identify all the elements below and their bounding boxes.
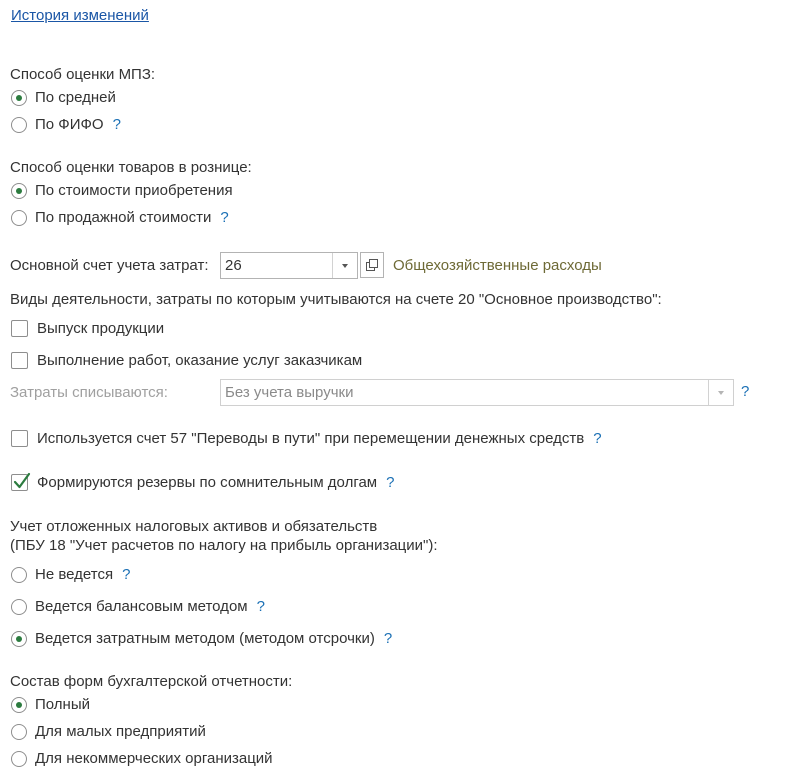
option-label: Полный [35,696,90,713]
report-forms-option-small[interactable] [11,723,206,740]
retail-option-sale[interactable] [11,209,229,226]
retail-option-purchase[interactable] [11,182,233,199]
deferred-tax-option-cost[interactable] [11,630,392,647]
report-forms-option-full[interactable] [11,696,90,713]
radio-icon[interactable] [11,210,27,226]
write-off-label: Затраты списываются: [10,384,168,401]
option-label: Ведется затратным методом (методом отсрочки) [35,630,375,647]
checkbox-checked-icon[interactable] [11,474,28,491]
report-forms-label: Состав форм бухгалтерской отчетности: [10,673,293,690]
cost-account-value[interactable]: 26 [225,257,242,274]
help-icon[interactable]: ? [122,566,131,583]
help-icon[interactable]: ? [220,209,229,226]
radio-icon[interactable] [11,567,27,583]
write-off-field[interactable] [220,379,734,406]
help-icon[interactable]: ? [386,474,395,491]
cost-account-field[interactable] [220,252,358,279]
chevron-down-icon [718,391,724,395]
deferred-tax-label-line1: Учет отложенных налоговых активов и обязательств [10,518,378,535]
write-off-value: Без учета выручки [225,384,354,401]
option-label: Формируются резервы по сомнительным долгам [37,474,378,491]
checkbox-icon[interactable] [11,430,28,447]
history-link[interactable]: История изменений [11,7,149,24]
option-label: Ведется балансовым методом [35,598,248,615]
checkbox-icon[interactable] [11,320,28,337]
open-account-button[interactable] [360,252,384,278]
deferred-tax-option-none[interactable] [11,566,130,583]
activity-services[interactable] [11,352,362,369]
deferred-tax-label-line2: (ПБУ 18 "Учет расчетов по налогу на прибыль организации"): [10,537,438,554]
radio-icon[interactable] [11,751,27,767]
mpz-option-fifo[interactable] [11,116,121,133]
radio-icon[interactable] [11,117,27,133]
option-label: Для некоммерческих организаций [35,750,273,767]
help-icon[interactable]: ? [112,116,121,133]
option-label: По средней [35,89,116,106]
retail-label: Способ оценки товаров в рознице: [10,159,252,176]
radio-selected-icon[interactable] [11,697,27,713]
option-label: Не ведется [35,566,114,583]
help-icon[interactable]: ? [383,630,393,647]
dropdown-button[interactable] [708,380,733,405]
activity-production[interactable] [11,320,164,337]
dropdown-button[interactable] [332,253,357,278]
radio-icon[interactable] [11,599,27,615]
help-icon[interactable]: ? [593,430,602,447]
option-label: По стоимости приобретения [35,182,233,199]
account57-option[interactable] [11,430,602,447]
option-label: Для малых предприятий [35,723,206,740]
cost-account-label: Основной счет учета затрат: [10,257,209,274]
radio-selected-icon[interactable] [11,631,27,647]
option-label: По ФИФО [35,116,104,133]
report-forms-option-nonprofit[interactable] [11,750,273,767]
radio-icon[interactable] [11,724,27,740]
option-label: Используется счет 57 "Переводы в пути" при перемещении денежных средств [37,430,585,447]
deferred-tax-option-balance[interactable] [11,598,265,615]
radio-selected-icon[interactable] [11,90,27,106]
cost-account-description[interactable]: Общехозяйственные расходы [393,257,602,274]
help-icon[interactable]: ? [256,598,265,615]
radio-selected-icon[interactable] [11,183,27,199]
mpz-label: Способ оценки МПЗ: [10,66,156,83]
check-icon [12,472,31,491]
option-label: Выпуск продукции [37,320,165,337]
activities-label: Виды деятельности, затраты по которым учитываются на счете 20 "Основное производство": [10,291,662,308]
reserves-option[interactable] [11,474,394,491]
option-label: Выполнение работ, оказание услуг заказчикам [37,352,363,369]
mpz-option-average[interactable] [11,89,116,106]
option-label: По продажной стоимости [35,209,212,226]
chevron-down-icon [342,264,348,268]
open-form-icon [366,259,378,271]
checkbox-icon[interactable] [11,352,28,369]
help-icon[interactable]: ? [741,383,750,400]
